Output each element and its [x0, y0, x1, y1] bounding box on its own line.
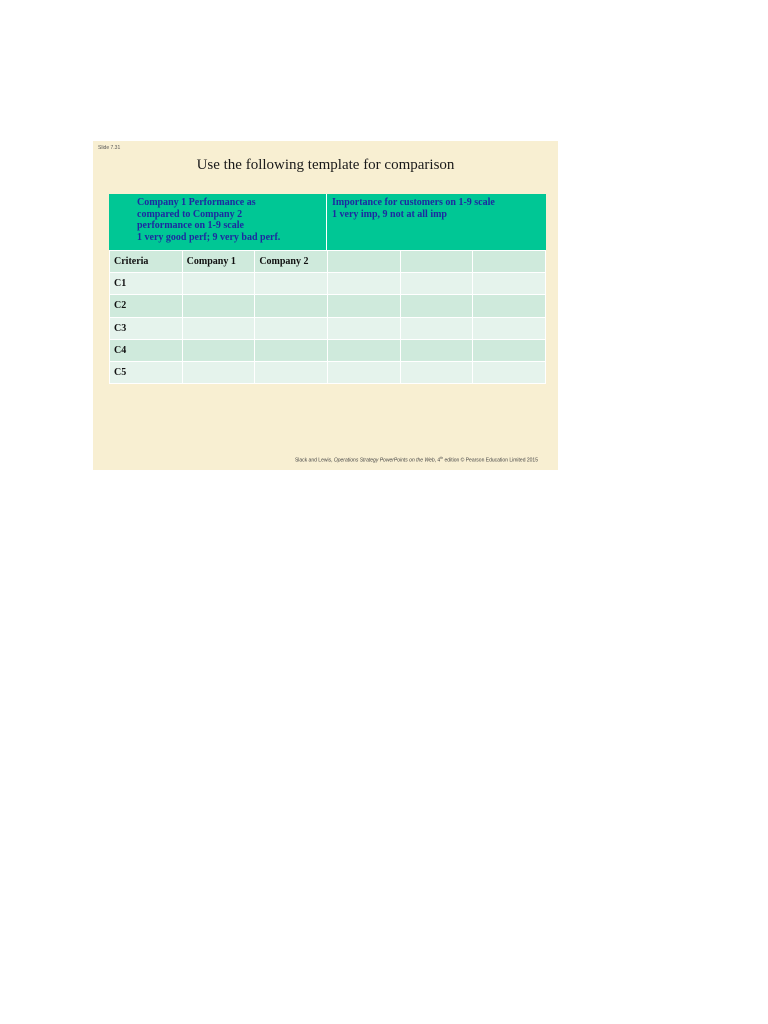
criteria-cell: C4: [110, 339, 183, 361]
table-cell: [327, 361, 400, 383]
table-header-band: [109, 194, 546, 250]
criteria-cell: C5: [110, 361, 183, 383]
column-header: [327, 251, 400, 273]
column-header: Company 1: [182, 251, 255, 273]
table-cell: [182, 295, 255, 317]
table-cell: [255, 317, 328, 339]
criteria-grid: [109, 250, 546, 384]
column-header: [400, 251, 473, 273]
table-row: [110, 317, 546, 339]
table-cell: [255, 361, 328, 383]
comparison-table: [109, 194, 546, 384]
table-row: [110, 339, 546, 361]
table-cell: [473, 317, 546, 339]
table-cell: [400, 361, 473, 383]
column-header-row: [110, 251, 546, 273]
table-cell: [473, 295, 546, 317]
slide-number: Slide 7.31: [98, 145, 121, 151]
table-cell: [473, 361, 546, 383]
table-cell: [182, 361, 255, 383]
table-row: [110, 361, 546, 383]
table-cell: [473, 339, 546, 361]
table-cell: [255, 273, 328, 295]
copyright-footer: [295, 456, 538, 464]
header-right-line: Importance for customers on 1-9 scale: [332, 197, 495, 208]
header-right-line: 1 very imp, 9 not at all imp: [332, 208, 447, 220]
table-cell: [255, 339, 328, 361]
importance-scale-header: [327, 194, 546, 250]
footer-authors: Slack and Lewis,: [294, 457, 334, 464]
column-header: Company 2: [255, 251, 328, 273]
table-cell: [327, 273, 400, 295]
footer-book-title: Operations Strategy PowerPoints on the Web: [333, 457, 435, 464]
criteria-cell: C1: [110, 273, 183, 295]
footer-edition-suffix: th: [440, 456, 444, 460]
criteria-cell: C2: [110, 295, 183, 317]
table-row: [110, 273, 546, 295]
table-cell: [182, 273, 255, 295]
table-cell: [400, 339, 473, 361]
column-header: [473, 251, 546, 273]
footer-edition: , 4: [434, 457, 441, 464]
performance-scale-header: [109, 194, 327, 250]
table-cell: [400, 273, 473, 295]
criteria-cell: C3: [110, 317, 183, 339]
table-cell: [473, 273, 546, 295]
table-cell: [255, 295, 328, 317]
table-cell: [182, 317, 255, 339]
slide-title: Use the following template for comparison: [196, 157, 455, 173]
header-left-line: Company 1 Performance as: [137, 197, 256, 208]
table-cell: [182, 339, 255, 361]
header-left-line: performance on 1-9 scale: [137, 220, 244, 231]
table-row: [110, 295, 546, 317]
header-left-line: compared to Company 2: [137, 208, 243, 220]
slide: [93, 141, 558, 470]
table-cell: [327, 295, 400, 317]
table-cell: [327, 339, 400, 361]
header-left-line: 1 very good perf; 9 very bad perf.: [137, 231, 281, 243]
table-cell: [400, 295, 473, 317]
column-header: Criteria: [110, 251, 183, 273]
footer-publisher: edition © Pearson Education Limited 2015: [443, 457, 538, 464]
table-cell: [400, 317, 473, 339]
table-cell: [327, 317, 400, 339]
